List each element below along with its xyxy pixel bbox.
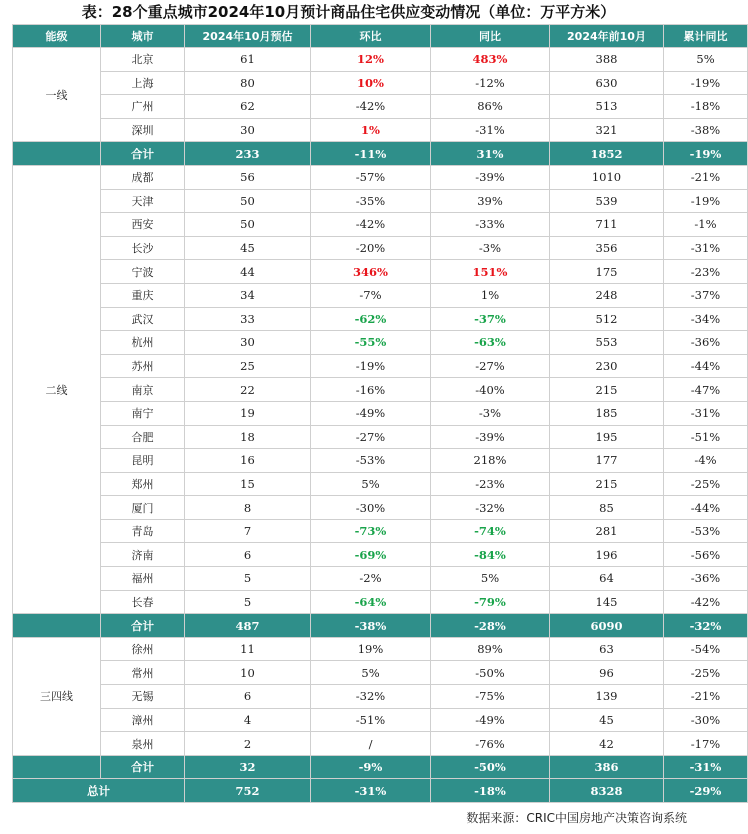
estimate-cell: 56: [185, 165, 311, 189]
yoy-cell: -12%: [431, 71, 550, 95]
city-cell: 徐州: [101, 637, 185, 661]
city-cell: 武汉: [101, 307, 185, 331]
table-row: [13, 307, 748, 331]
supply-table: [12, 24, 748, 803]
yoy-cell: -31%: [431, 118, 550, 142]
header-tier: 能级: [13, 25, 101, 48]
mom-cell: -62%: [311, 307, 431, 331]
city-cell: 郑州: [101, 472, 185, 496]
tier-label: 二线: [13, 165, 101, 613]
cumulative-yoy-cell: -4%: [664, 449, 748, 473]
subtotal-estimate: 32: [185, 755, 311, 779]
table-row: [13, 708, 748, 732]
subtotal-estimate: 487: [185, 614, 311, 638]
mom-cell: 12%: [311, 48, 431, 72]
city-cell: 常州: [101, 661, 185, 685]
yoy-cell: -3%: [431, 236, 550, 260]
ytd-cell: 64: [550, 567, 664, 591]
yoy-cell: -32%: [431, 496, 550, 520]
cumulative-yoy-cell: -19%: [664, 189, 748, 213]
subtotal-ytd: 1852: [550, 142, 664, 166]
header-city: 城市: [101, 25, 185, 48]
yoy-cell: -84%: [431, 543, 550, 567]
cumulative-yoy-cell: -38%: [664, 118, 748, 142]
estimate-cell: 11: [185, 637, 311, 661]
city-cell: 深圳: [101, 118, 185, 142]
estimate-cell: 15: [185, 472, 311, 496]
city-cell: 西安: [101, 213, 185, 237]
mom-cell: -53%: [311, 449, 431, 473]
estimate-cell: 34: [185, 283, 311, 307]
table-row: [13, 685, 748, 709]
ytd-cell: 539: [550, 189, 664, 213]
cumulative-yoy-cell: -56%: [664, 543, 748, 567]
ytd-cell: 45: [550, 708, 664, 732]
estimate-cell: 80: [185, 71, 311, 95]
table-body: [13, 48, 748, 803]
estimate-cell: 16: [185, 449, 311, 473]
cumulative-yoy-cell: -36%: [664, 567, 748, 591]
estimate-cell: 8: [185, 496, 311, 520]
tier-label: 一线: [13, 48, 101, 142]
yoy-cell: -75%: [431, 685, 550, 709]
yoy-cell: 86%: [431, 95, 550, 119]
ytd-cell: 513: [550, 95, 664, 119]
mom-cell: 346%: [311, 260, 431, 284]
yoy-cell: -63%: [431, 331, 550, 355]
ytd-cell: 195: [550, 425, 664, 449]
city-cell: 南宁: [101, 401, 185, 425]
ytd-cell: 196: [550, 543, 664, 567]
ytd-cell: 321: [550, 118, 664, 142]
estimate-cell: 4: [185, 708, 311, 732]
estimate-cell: 50: [185, 189, 311, 213]
ytd-cell: 145: [550, 590, 664, 614]
subtotal-label: 合计: [101, 755, 185, 779]
yoy-cell: -49%: [431, 708, 550, 732]
ytd-cell: 388: [550, 48, 664, 72]
cumulative-yoy-cell: -34%: [664, 307, 748, 331]
table-row: [13, 283, 748, 307]
cumulative-yoy-cell: -25%: [664, 472, 748, 496]
subtotal-row: [13, 755, 748, 779]
table-row: [13, 213, 748, 237]
cumulative-yoy-cell: -42%: [664, 590, 748, 614]
subtotal-estimate: 233: [185, 142, 311, 166]
mom-cell: 10%: [311, 71, 431, 95]
city-cell: 青岛: [101, 519, 185, 543]
ytd-cell: 1010: [550, 165, 664, 189]
yoy-cell: -76%: [431, 732, 550, 756]
cumulative-yoy-cell: 5%: [664, 48, 748, 72]
subtotal-mom: -38%: [311, 614, 431, 638]
estimate-cell: 18: [185, 425, 311, 449]
mom-cell: -55%: [311, 331, 431, 355]
table-row: [13, 354, 748, 378]
cumulative-yoy-cell: -31%: [664, 401, 748, 425]
mom-cell: -19%: [311, 354, 431, 378]
table-row: [13, 425, 748, 449]
estimate-cell: 2: [185, 732, 311, 756]
subtotal-cumulative-yoy: -31%: [664, 755, 748, 779]
mom-cell: -2%: [311, 567, 431, 591]
mom-cell: -7%: [311, 283, 431, 307]
city-cell: 成都: [101, 165, 185, 189]
mom-cell: /: [311, 732, 431, 756]
header-mom: 环比: [311, 25, 431, 48]
total-mom: -31%: [311, 779, 431, 803]
cumulative-yoy-cell: -21%: [664, 165, 748, 189]
estimate-cell: 61: [185, 48, 311, 72]
estimate-cell: 33: [185, 307, 311, 331]
subtotal-yoy: 31%: [431, 142, 550, 166]
city-cell: 济南: [101, 543, 185, 567]
city-cell: 昆明: [101, 449, 185, 473]
ytd-cell: 248: [550, 283, 664, 307]
estimate-cell: 22: [185, 378, 311, 402]
estimate-cell: 30: [185, 118, 311, 142]
city-cell: 杭州: [101, 331, 185, 355]
data-source: 数据来源：CRIC中国房地产决策咨询系统: [466, 811, 687, 825]
ytd-cell: 630: [550, 71, 664, 95]
yoy-cell: -23%: [431, 472, 550, 496]
mom-cell: -57%: [311, 165, 431, 189]
mom-cell: 5%: [311, 661, 431, 685]
city-cell: 无锡: [101, 685, 185, 709]
ytd-cell: 356: [550, 236, 664, 260]
header-ytd: 2024年前10月: [550, 25, 664, 48]
mom-cell: 19%: [311, 637, 431, 661]
cumulative-yoy-cell: -36%: [664, 331, 748, 355]
cumulative-yoy-cell: -25%: [664, 661, 748, 685]
subtotal-tier-spacer: [13, 142, 101, 166]
table-row: [13, 661, 748, 685]
subtotal-tier-spacer: [13, 755, 101, 779]
cumulative-yoy-cell: -37%: [664, 283, 748, 307]
estimate-cell: 19: [185, 401, 311, 425]
yoy-cell: 218%: [431, 449, 550, 473]
table-row: [13, 732, 748, 756]
subtotal-yoy: -50%: [431, 755, 550, 779]
total-cumulative-yoy: -29%: [664, 779, 748, 803]
table-row: [13, 260, 748, 284]
table-row: [13, 48, 748, 72]
estimate-cell: 6: [185, 543, 311, 567]
table-row: [13, 472, 748, 496]
cumulative-yoy-cell: -44%: [664, 496, 748, 520]
ytd-cell: 42: [550, 732, 664, 756]
estimate-cell: 50: [185, 213, 311, 237]
total-estimate: 752: [185, 779, 311, 803]
yoy-cell: -37%: [431, 307, 550, 331]
estimate-cell: 6: [185, 685, 311, 709]
cumulative-yoy-cell: -47%: [664, 378, 748, 402]
table-row: [13, 71, 748, 95]
ytd-cell: 175: [550, 260, 664, 284]
header-row: [13, 25, 748, 48]
estimate-cell: 30: [185, 331, 311, 355]
cumulative-yoy-cell: -44%: [664, 354, 748, 378]
header-estimate: 2024年10月预估: [185, 25, 311, 48]
subtotal-yoy: -28%: [431, 614, 550, 638]
table-row: [13, 401, 748, 425]
total-yoy: -18%: [431, 779, 550, 803]
mom-cell: 1%: [311, 118, 431, 142]
estimate-cell: 5: [185, 590, 311, 614]
subtotal-label: 合计: [101, 614, 185, 638]
table-row: [13, 543, 748, 567]
table-row: [13, 378, 748, 402]
subtotal-row: [13, 614, 748, 638]
header-yoy: 同比: [431, 25, 550, 48]
total-ytd: 8328: [550, 779, 664, 803]
yoy-cell: -40%: [431, 378, 550, 402]
mom-cell: -30%: [311, 496, 431, 520]
cumulative-yoy-cell: -51%: [664, 425, 748, 449]
yoy-cell: -39%: [431, 165, 550, 189]
yoy-cell: 151%: [431, 260, 550, 284]
subtotal-row: [13, 142, 748, 166]
estimate-cell: 25: [185, 354, 311, 378]
subtotal-label: 合计: [101, 142, 185, 166]
yoy-cell: -50%: [431, 661, 550, 685]
city-cell: 天津: [101, 189, 185, 213]
city-cell: 长春: [101, 590, 185, 614]
ytd-cell: 85: [550, 496, 664, 520]
city-cell: 北京: [101, 48, 185, 72]
tier-label: 三四线: [13, 637, 101, 755]
city-cell: 长沙: [101, 236, 185, 260]
mom-cell: -20%: [311, 236, 431, 260]
cumulative-yoy-cell: -21%: [664, 685, 748, 709]
ytd-cell: 177: [550, 449, 664, 473]
yoy-cell: -27%: [431, 354, 550, 378]
cumulative-yoy-cell: -23%: [664, 260, 748, 284]
yoy-cell: 39%: [431, 189, 550, 213]
city-cell: 上海: [101, 71, 185, 95]
yoy-cell: -33%: [431, 213, 550, 237]
subtotal-cumulative-yoy: -32%: [664, 614, 748, 638]
ytd-cell: 281: [550, 519, 664, 543]
city-cell: 福州: [101, 567, 185, 591]
yoy-cell: -79%: [431, 590, 550, 614]
cumulative-yoy-cell: -31%: [664, 236, 748, 260]
estimate-cell: 5: [185, 567, 311, 591]
mom-cell: -35%: [311, 189, 431, 213]
table-row: [13, 449, 748, 473]
city-cell: 宁波: [101, 260, 185, 284]
subtotal-mom: -9%: [311, 755, 431, 779]
city-cell: 南京: [101, 378, 185, 402]
ytd-cell: 139: [550, 685, 664, 709]
city-cell: 合肥: [101, 425, 185, 449]
table-row: [13, 567, 748, 591]
cumulative-yoy-cell: -53%: [664, 519, 748, 543]
total-row: [13, 779, 748, 803]
ytd-cell: 96: [550, 661, 664, 685]
table-row: [13, 519, 748, 543]
city-cell: 厦门: [101, 496, 185, 520]
subtotal-tier-spacer: [13, 614, 101, 638]
mom-cell: -32%: [311, 685, 431, 709]
ytd-cell: 711: [550, 213, 664, 237]
table-row: [13, 236, 748, 260]
table-row: [13, 165, 748, 189]
ytd-cell: 63: [550, 637, 664, 661]
table-row: [13, 118, 748, 142]
yoy-cell: -3%: [431, 401, 550, 425]
table-row: [13, 95, 748, 119]
yoy-cell: 483%: [431, 48, 550, 72]
ytd-cell: 230: [550, 354, 664, 378]
city-cell: 重庆: [101, 283, 185, 307]
yoy-cell: -74%: [431, 519, 550, 543]
estimate-cell: 45: [185, 236, 311, 260]
cumulative-yoy-cell: -54%: [664, 637, 748, 661]
table-row: [13, 496, 748, 520]
estimate-cell: 44: [185, 260, 311, 284]
yoy-cell: -39%: [431, 425, 550, 449]
table-title: 表：28个重点城市2024年10月预计商品住宅供应变动情况（单位：万平方米）: [81, 3, 616, 21]
table-row: [13, 590, 748, 614]
yoy-cell: 89%: [431, 637, 550, 661]
estimate-cell: 7: [185, 519, 311, 543]
ytd-cell: 185: [550, 401, 664, 425]
city-cell: 苏州: [101, 354, 185, 378]
table-row: [13, 331, 748, 355]
table-row: [13, 637, 748, 661]
estimate-cell: 62: [185, 95, 311, 119]
cumulative-yoy-cell: -19%: [664, 71, 748, 95]
mom-cell: -16%: [311, 378, 431, 402]
mom-cell: -73%: [311, 519, 431, 543]
subtotal-ytd: 386: [550, 755, 664, 779]
mom-cell: -64%: [311, 590, 431, 614]
ytd-cell: 553: [550, 331, 664, 355]
city-cell: 泉州: [101, 732, 185, 756]
cumulative-yoy-cell: -1%: [664, 213, 748, 237]
cumulative-yoy-cell: -30%: [664, 708, 748, 732]
yoy-cell: 5%: [431, 567, 550, 591]
yoy-cell: 1%: [431, 283, 550, 307]
ytd-cell: 512: [550, 307, 664, 331]
ytd-cell: 215: [550, 378, 664, 402]
city-cell: 广州: [101, 95, 185, 119]
cumulative-yoy-cell: -17%: [664, 732, 748, 756]
estimate-cell: 10: [185, 661, 311, 685]
city-cell: 漳州: [101, 708, 185, 732]
mom-cell: -69%: [311, 543, 431, 567]
ytd-cell: 215: [550, 472, 664, 496]
total-label: 总计: [13, 779, 185, 803]
mom-cell: -51%: [311, 708, 431, 732]
mom-cell: -42%: [311, 213, 431, 237]
cumulative-yoy-cell: -18%: [664, 95, 748, 119]
mom-cell: 5%: [311, 472, 431, 496]
mom-cell: -27%: [311, 425, 431, 449]
mom-cell: -42%: [311, 95, 431, 119]
subtotal-mom: -11%: [311, 142, 431, 166]
mom-cell: -49%: [311, 401, 431, 425]
header-cumulative-yoy: 累计同比: [664, 25, 748, 48]
subtotal-ytd: 6090: [550, 614, 664, 638]
subtotal-cumulative-yoy: -19%: [664, 142, 748, 166]
table-row: [13, 189, 748, 213]
